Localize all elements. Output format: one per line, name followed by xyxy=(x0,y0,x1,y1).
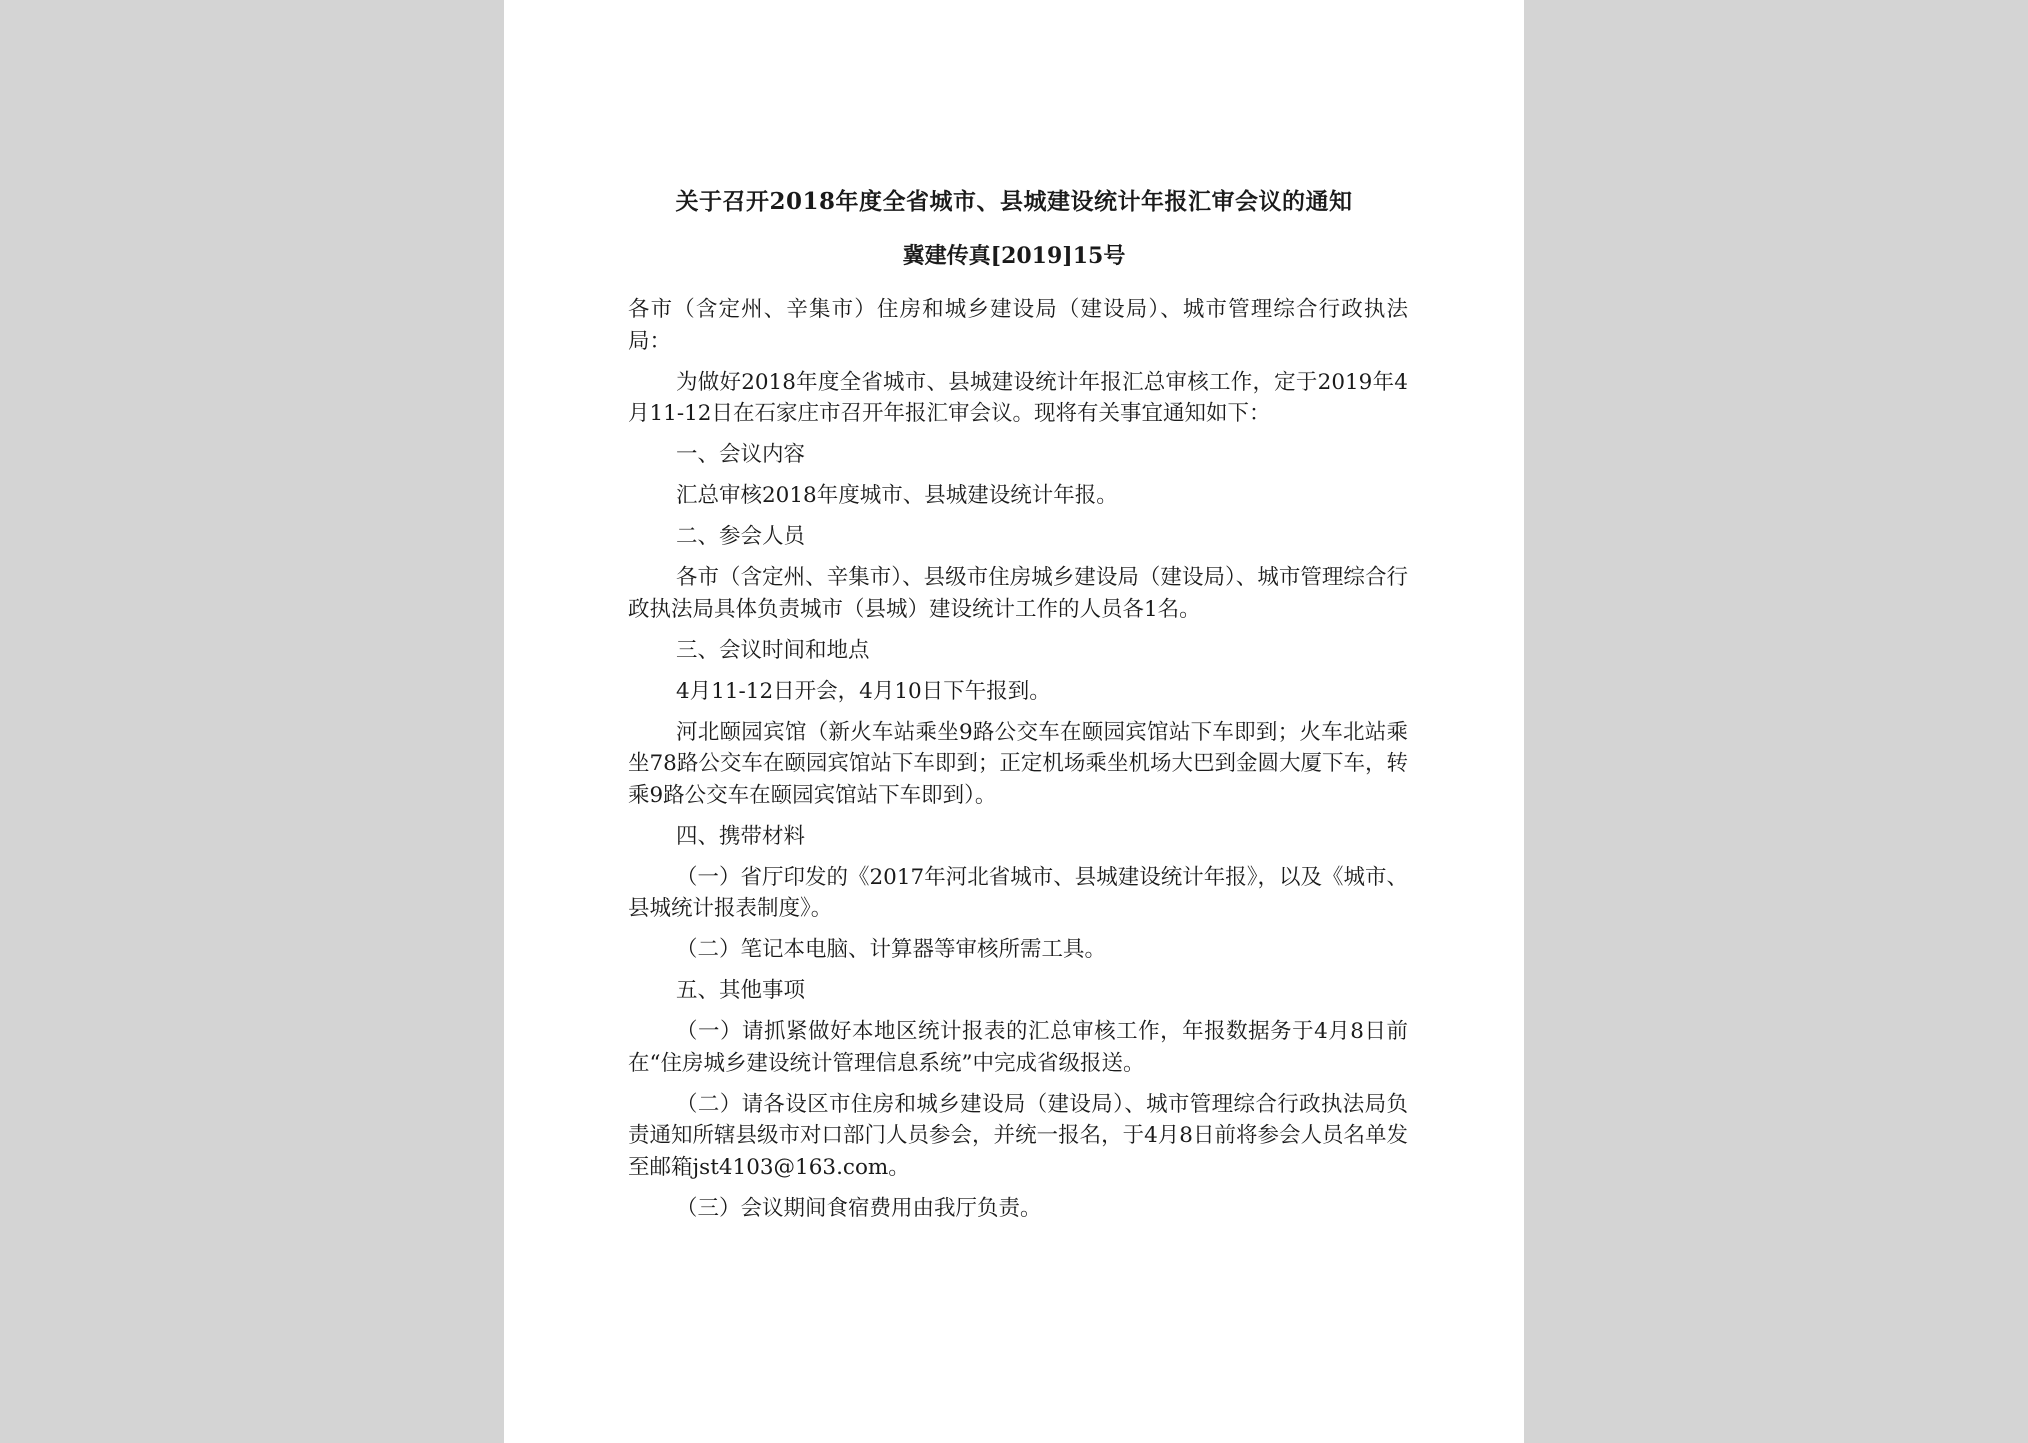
document-number: 冀建传真[2019]15号 xyxy=(902,243,1126,269)
body-paragraph: （三）会议期间食宿费用由我厅负责。 xyxy=(676,1195,1042,1221)
body-paragraph: 四、携带材料 xyxy=(676,823,806,849)
body-paragraph: 汇总审核2018年度城市、县城建设统计年报。 xyxy=(676,483,1118,508)
body-paragraph: （一）省厅印发的《2017年河北省城市、县城建设统计年报》，以及《城市、县城统计报表制度》。 xyxy=(628,864,1408,921)
body-paragraph: 各市（含定州、辛集市）、县级市住房城乡建设局（建设局）、城市管理综合行政执法局具体负责城市（县城）建设统计工作的人员各1名。 xyxy=(628,565,1408,622)
body-paragraph: 一、会议内容 xyxy=(676,442,806,467)
document-body xyxy=(628,294,1408,1234)
document-title: 关于召开2018年度全省城市、县城建设统计年报汇审会议的通知 xyxy=(675,188,1353,215)
body-paragraph: （一）请抓紧做好本地区统计报表的汇总审核工作，年报数据务于4月8日前在“住房城乡建设统计管理信息系统”中完成省级报送。 xyxy=(628,1019,1408,1076)
body-paragraph: （二）笔记本电脑、计算器等审核所需工具。 xyxy=(676,937,1107,962)
body-paragraph: 河北颐园宾馆（新火车站乘坐9路公交车在颐园宾馆站下车即到；火车北站乘坐78路公交车在颐园宾馆站下车即到；正定机场乘坐机场大巴到金圆大厦下车，转乘9路公交车在颐园宾馆站下车即到）。 xyxy=(628,719,1408,808)
body-paragraph: 五、其他事项 xyxy=(676,978,806,1003)
addressee-paragraph: 各市（含定州、辛集市）住房和城乡建设局（建设局）、城市管理综合行政执法局： xyxy=(628,297,1408,354)
body-paragraph: 二、参会人员 xyxy=(676,524,806,549)
body-paragraph: （二）请各设区市住房和城乡建设局（建设局）、城市管理综合行政执法局负责通知所辖县级市对口部门人员参会，并统一报名，于4月8日前将参会人员名单发至邮箱jst4103@163.com。 xyxy=(628,1091,1408,1180)
body-paragraph: 4月11-12日开会，4月10日下午报到。 xyxy=(676,678,1051,704)
document-page xyxy=(504,0,1524,1443)
body-paragraph: 为做好2018年度全省城市、县城建设统计年报汇总审核工作，定于2019年4月11-12日在石家庄市召开年报汇审会议。现将有关事宜通知如下： xyxy=(628,369,1408,426)
body-paragraph: 三、会议时间和地点 xyxy=(676,637,870,663)
